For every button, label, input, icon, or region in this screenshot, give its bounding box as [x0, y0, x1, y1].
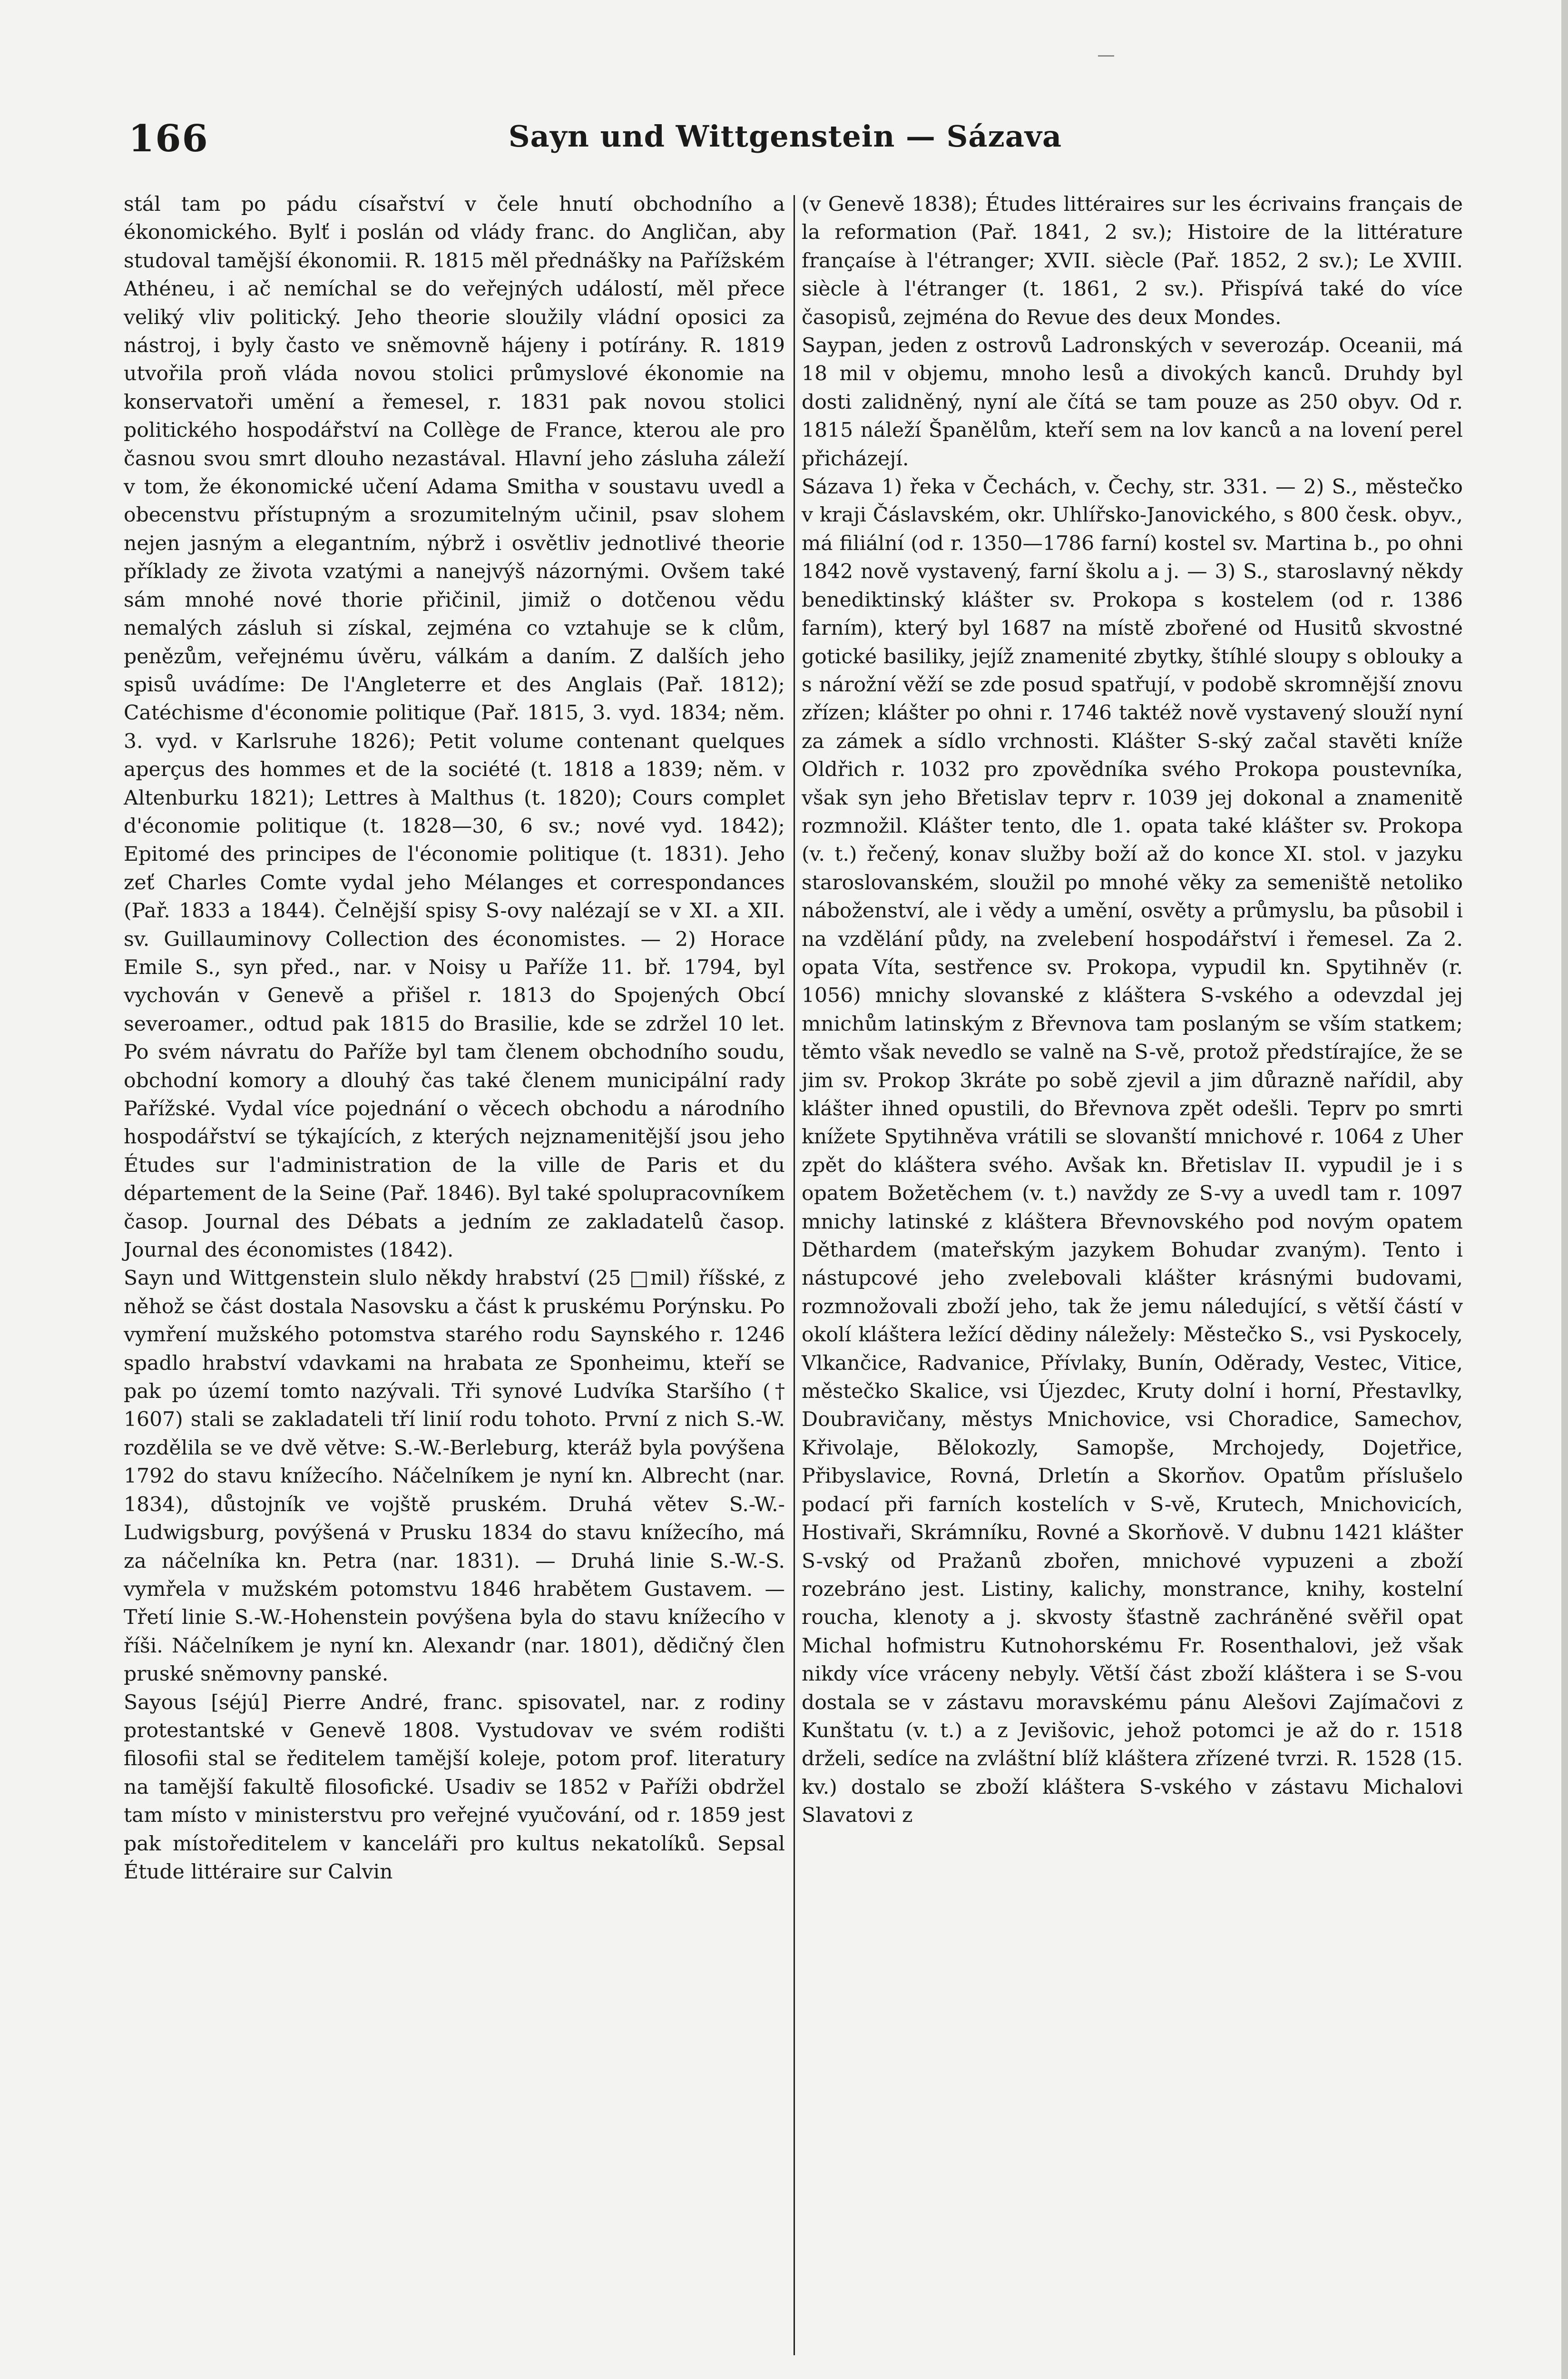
page-header [128, 117, 1442, 160]
column-divider [794, 195, 795, 2355]
entry-say-continuation: stál tam po pádu císařství v čele hnutí obchodního a ékonomického. Bylť i poslán od vlády franc. do Angličan, aby studoval tamější ékonomii. R. 1815 měl přednášky na Pařížském Athéneu, i ač nemíchal se do veřejných událostí, měl přece veliký vliv politický. Jeho theorie sloužily vládní oposici za nástroj, i byly často ve sněmovně hájeny i potírány. R. 1819 utvořila proň vláda novou stolici průmyslové ékonomie na konservatoři umění a řemesel, r. 1831 pak novou stolici politického hospodářství na Collège de France, kterou ale pro časnou svou smrt dlouho nezastával. Hlavní jeho zásluha záleží v tom, že ékonomické učení Adama Smitha v soustavu uvedl a obecenstvu přístupným a srozumitelným učinil, psav slohem nejen jasným a elegantním, nýbrž i osvětliv jednotlivé theorie příklady ze života vzatými a nanejvýš názornými. Ovšem také sám mnohé nové thorie přičinil, jimiž o dotčenou vědu nemalých zásluh si získal, zejména co vztahuje se k clům, penězům, veřejnému úvěru, válkám a daním. Z dalších jeho spisů uvádíme: De l'Angleterre et des Anglais (Pař. 1812); Catéchisme d'économie politique (Pař. 1815, 3. vyd. 1834; něm. 3. vyd. v Karlsruhe 1826); Petit volume contenant quelques aperçus des hommes et de la société (t. 1818 a 1839; něm. v Altenburku 1821); Lettres à Malthus (t. 1820); Cours complet d'économie politique (t. 1828—30, 6 sv.; nové vyd. 1842); Epitomé des principes de l'économie politique (t. 1831). Jeho zeť Charles Comte vydal jeho Mélanges et correspondances (Pař. 1833 a 1844). Čelnější spisy S-ovy nalézají se v XI. a XII. sv. Guillauminovy Collection des économistes. — 2) Horace Emile S., syn před., nar. v Noisy u Paříže 11. bř. 1794, byl vychován v Genevě a přišel r. 1813 do Spojených Obcí severoamer., odtud pak 1815 do Brasilie, kde se zdržel 10 let. Po svém návratu do Paříže byl tam členem obchodního soudu, obchodní komory a dlouhý čas také členem municipální rady Pařížské. Vydal více pojednání o věcech obchodu a národního hospodářství se týkajících, z kterých nejznamenitější jsou jeho Études sur l'administration de la ville de Paris et du département de la Seine (Pař. 1846). Byl také spolupracovníkem časop. Journal des Débats a jedním ze zakladatelů časop. Journal des économistes (1842). [124, 193, 785, 1262]
left-column [124, 190, 785, 1886]
scan-mark [1098, 55, 1114, 57]
page-edge [1561, 0, 1568, 2379]
entry-saypan: Saypan, jeden z ostrovů Ladronských v severozáp. Oceanii, má 18 mil v objemu, mnoho lesů a divokých kanců. Druhdy byl dosti zalidněný, nyní ale čítá se tam pouze as 250 obyv. Od r. 1815 náleží Španělům, kteří sem na lov kanců a na lovení perel přicházejí. [802, 334, 1463, 471]
right-column [802, 190, 1463, 1830]
entry-sayous: Sayous [séjú] Pierre André, franc. spisovatel, nar. z rodiny protestantské v Genevě 1808. Vystudovav ve svém rodišti filosofii stal se ředitelem tamější koleje, potom prof. literatury na tamější fakultě filosofické. Usadiv se 1852 v Paříži obdržel tam místo v ministerstvu pro veřejné vyučování, od r. 1859 jest pak místoředitelem v kanceláři pro kultus nekatolíků. Sepsal Étude littéraire sur Calvin [124, 1691, 785, 1884]
running-head: Sayn und Wittgenstein — Sázava [508, 119, 1062, 154]
entry-sazava: Sázava 1) řeka v Čechách, v. Čechy, str. 331. — 2) S., městečko v kraji Čáslavském, okr. Uhlířsko-Janovického, s 800 česk. obyv., má filiální (od r. 1350—1786 farní) kostel sv. Martina b., po ohni 1842 nově vystavený, farní školu a j. — 3) S., staroslavný někdy benediktinský klášter sv. Prokopa s kostelem (od r. 1386 farním), který byl 1687 na místě zbořené od Husitů skvostné gotické basiliky, jejíž znamenité zbytky, štíhlé sloupy s oblouky a s nárožní věží se zde posud spatřují, v podobě skromnější znovu zřízen; klášter po ohni r. 1746 taktéž nově vystavený slouží nyní za zámek a sídlo vrchnosti. Klášter S-ský začal stavěti kníže Oldřich r. 1032 pro zpovědníka svého Prokopa poustevníka, však syn jeho Břetislav teprv r. 1039 jej dokonal a znamenitě rozmnožil. Klášter tento, dle 1. opata také klášter sv. Prokopa (v. t.) řečený, konav služby boží až do konce XI. stol. v jazyku staroslovanském, sloužil po mnohé věky za semeniště netoliko náboženství, ale i vědy a umění, osvěty a průmyslu, ba působil i na vzdělání půdy, na zvelebení hospodářství i řemesel. Za 2. opata Víta, sestřence sv. Prokopa, vypudil kn. Spytihněv (r. 1056) mnichy slovanské z kláštera S-vského a odevzdal jej mnichům latinským z Břevnova tam poslaným se vším statkem; těmto však nevedlo se valně na S-vě, protož předstírajíce, že se jim sv. Prokop 3kráte po sobě zjevil a jim důrazně nařídil, aby klášter ihned opustili, do Břevnova zpět odešli. Teprv po smrti knížete Spytihněva vrátili se slovanští mnichové r. 1064 z Uher zpět do kláštera svého. Avšak kn. Břetislav II. vypudil je i s opatem Božetěchem (v. t.) navždy ze S-vy a uvedl tam r. 1097 mnichy latinské z kláštera Břevnovského pod novým opatem Děthardem (mateřským jazykem Bohudar zvaným). Tento i nástupcové jeho zvelebovali klášter krásnými budovami, rozmnožovali zboží jeho, tak že jemu náledující, s větší částí v okolí kláštera ležící dědiny náležely: Městečko S., vsi Pyskocely, Vlkančice, Radvanice, Přívlaky, Bunín, Oděrady, Vestec, Vitice, městečko Skalice, vsi Újezdec, Kruty dolní i horní, Přestavlky, Doubravičany, městys Mnichovice, vsi Choradice, Samechov, Křivolaje, Bělokozly, Samopše, Mrchojedy, Dojetřice, Přibyslavice, Rovná, Drletín a Skorňov. Opatům příslušelo podací při farních kostelích v S-vě, Krutech, Mnichovicích, Hostivaři, Skrámníku, Rovné a Skorňově. V dubnu 1421 klášter S-vský od Pražanů zbořen, mnichové vypuzeni a zboží rozebráno jest. Listiny, kalichy, monstrance, knihy, kostelní roucha, klenoty a j. skvosty šťastně zachráněné svěřil opat Michal hofmistru Kutnohorskému Fr. Rosenthalovi, jež však nikdy více vráceny nebyly. Větší část zboží kláštera i se S-vou dostala se v zástavu moravskému pánu Alešovi Zajímačovi z Kunštatu (v. t.) a z Jevišovic, jehož potomci je až do r. 1518 drželi, sedíce na zvláštní blíž kláštera zřízené tvrzi. R. 1528 (15. kv.) dostalo se zboží kláštera S-vského v zástavu Michalovi Slavatovi z [802, 475, 1463, 1828]
entry-sayous-continuation: (v Genevě 1838); Études littéraires sur les écrivains français de la reformation (Pař. 1841, 2 sv.); Histoire de la littérature françaíse à l'étranger; XVII. siècle (Pař. 1852, 2 sv.); Le XVIII. siècle à l'étranger (t. 1861, 2 sv.). Přispívá také do více časopisů, zejména do Revue des deux Mondes. [802, 193, 1463, 329]
entry-sayn-und-wittgenstein: Sayn und Wittgenstein slulo někdy hrabství (25 □mil) říšské, z něhož se část dostala Nasovsku a část k pruskému Porýnsku. Po vymření mužského potomstva starého rodu Saynského r. 1246 spadlo hrabství vdavkami na hrabata ze Sponheimu, kteří se pak po území tomto nazývali. Tři synové Ludvíka Staršího († 1607) stali se zakladateli tří linií rodu tohoto. První z nich S.-W. rozdělila se ve dvě větve: S.-W.-Berleburg, kteráž byla povýšena 1792 do stavu knížecího. Náčelníkem je nyní kn. Albrecht (nar. 1834), důstojník ve vojště pruském. Druhá větev S.-W.-Ludwigsburg, povýšená v Prusku 1834 do stavu knížecího, má za náčelníka kn. Petra (nar. 1831). — Druhá linie S.-W.-S. vymřela v mužském potomstvu 1846 hrabětem Gustavem. — Třetí linie S.-W.-Hohenstein povýšena byla do stavu knížecího v říši. Náčelníkem je nyní kn. Alexandr (nar. 1801), dědičný člen pruské sněmovny panské. [124, 1267, 785, 1686]
page-number: 166 [128, 117, 209, 160]
